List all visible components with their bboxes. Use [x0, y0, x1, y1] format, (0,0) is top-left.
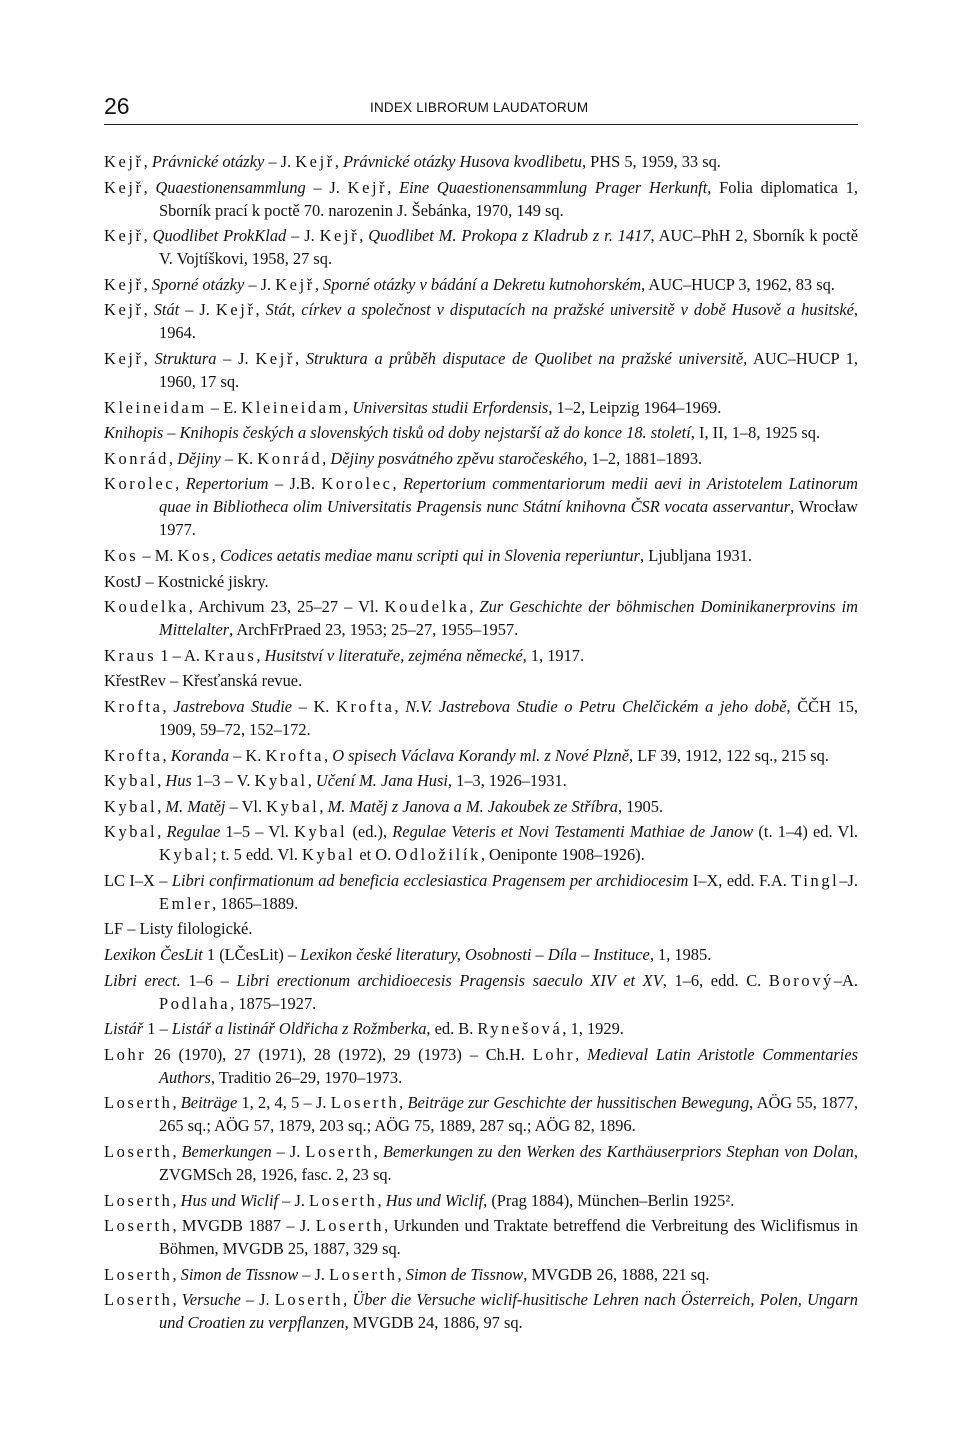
entry-title-italic: Hus und Wiclif	[385, 1190, 484, 1210]
author-name: Krofta	[104, 745, 163, 765]
entry-text: – J.	[305, 177, 348, 197]
entry-title-italic: Knihopis	[104, 423, 164, 443]
entry-text: , ed. B.	[426, 1019, 478, 1039]
entry-title-italic: Libri erectionum archidioecesis Pragensis saeculo XIV et XV	[236, 970, 663, 990]
entry-text: ,	[162, 745, 171, 765]
entry-title-italic: Libri erect.	[104, 970, 181, 990]
entry-text: ,	[373, 1142, 383, 1162]
page-number: 26	[104, 93, 130, 119]
author-name: Kejř	[295, 152, 335, 171]
entry-text: ,	[314, 274, 324, 294]
entry-text: ,	[387, 177, 400, 197]
entry-text: LC I–X –	[104, 870, 172, 890]
entry-text: 26 (1970), 27 (1971), 28 (1972), 29 (1973) – Ch.H.	[146, 1044, 533, 1064]
entry-title-italic: Sporné otázky	[151, 274, 245, 294]
entry-title-italic: Quodlibet ProkKlad	[152, 226, 287, 246]
entry-text: , Oeniponte 1908–1926).	[480, 845, 645, 865]
author-name: Kleineidam	[104, 397, 207, 417]
entry-text: ,	[143, 274, 152, 294]
entry-text: ; t. 5 edd. Vl.	[212, 845, 303, 865]
entry-text: ,	[344, 397, 353, 417]
entry-title-italic: Zur Geschichte der böhmischen Dominikanerprovins im Mittelalter	[159, 597, 858, 640]
bibliography-entry	[104, 1288, 858, 1334]
author-name: Loserth	[330, 1093, 400, 1113]
entry-title-italic: Právnické otázky	[151, 152, 265, 171]
entry-text: , Urkunden und Traktate betreffend die Verbreitung des Wiclifismus in Böhmen, MVGDB 25, 1887, 329 sq.	[159, 1216, 858, 1259]
entry-title-italic: Bemerkungen	[181, 1142, 272, 1162]
entry-title-italic: Stát	[153, 300, 180, 320]
entry-title-italic: Husitství v literatuře, zejména německé	[264, 645, 523, 665]
entry-text: , Ljubljana 1931.	[640, 545, 752, 565]
author-name: Loserth	[104, 1093, 173, 1113]
author-name: Tingl	[791, 870, 840, 890]
author-name: Koudelka	[104, 597, 189, 617]
entry-text: ,	[168, 448, 178, 468]
entry-title-italic: Repertorium commentariorum medii aevi in Aristotelem Latinorum quae in Bibliotheca olim Universitatis Pragensis nunc Státní knihovna ČSR vocata asservantur	[159, 474, 858, 517]
entry-text: , 1, 1929.	[562, 1019, 624, 1039]
entry-text: , 1865–1889.	[212, 893, 299, 913]
entry-text: , 1875–1927.	[230, 993, 317, 1013]
entry-text: , (Prag 1884), München–Berlin 1925².	[483, 1190, 735, 1210]
author-name: Loserth	[329, 1264, 398, 1284]
author-name: Kejř	[347, 177, 388, 197]
entry-text: – K.	[229, 745, 266, 765]
author-name: Kejř	[104, 300, 144, 320]
author-name: Kejř	[104, 274, 144, 294]
entry-text: , 1–2, Leipzig 1964–1969.	[548, 397, 722, 417]
entry-text: ,	[211, 545, 220, 565]
entry-text: (ed.),	[347, 822, 393, 842]
header-rule	[104, 124, 858, 125]
entry-text: , 1–3, 1926–1931.	[447, 771, 567, 791]
entry-text: ,	[397, 1264, 406, 1284]
author-name: Loserth	[315, 1216, 385, 1236]
author-name: Kejř	[255, 348, 295, 368]
entry-text: , MVGDB 26, 1888, 221 sq.	[523, 1264, 710, 1284]
entry-text: ,	[394, 696, 406, 716]
entry-title-italic: Quodlibet M. Prokopa z Kladrub z r. 1417	[368, 226, 651, 246]
entry-text: – J.	[278, 1190, 310, 1210]
entry-text: 1, 2, 4, 5 – J.	[237, 1093, 331, 1113]
entry-text: – J.	[298, 1264, 330, 1284]
entry-title-italic: Quaestionensammlung	[155, 177, 306, 197]
entry-text: – E.	[206, 397, 242, 417]
bibliography-entry	[104, 943, 858, 966]
entry-text: et O.	[355, 845, 396, 865]
entry-title-italic: Eine Quaestionensammlung Prager Herkunft	[399, 177, 708, 197]
entry-text: , Traditio 26–29, 1970–1973.	[210, 1067, 403, 1087]
entry-text: , Archivum 23, 25–27 – Vl.	[188, 597, 385, 617]
entry-text: LF – Listy filologické.	[104, 919, 253, 939]
entry-title-italic: Libri confirmationum ad beneficia ecclesiastica Pragensem per archidiocesim	[171, 870, 689, 890]
entry-text: ,	[319, 796, 328, 816]
author-name: Loserth	[104, 1264, 173, 1284]
entry-title-italic: Universitas studii Erfordensis	[352, 397, 549, 417]
author-name: Kybal	[266, 796, 320, 816]
entry-title-italic: Listář	[104, 1019, 144, 1039]
entry-text: ,	[343, 1290, 353, 1310]
entry-title-italic: Struktura a průběh disputace de Quolibet na pražské universitě	[305, 348, 744, 368]
entry-title-italic: Über die Versuche wiclif-husitische Lehren nach Österreich, Polen, Ungarn und Croatien zu verpflanzen	[159, 1290, 858, 1333]
entry-text: , 1964.	[159, 300, 858, 343]
entry-text: ,	[157, 771, 166, 791]
author-name: Kleineidam	[241, 397, 345, 417]
entry-title-italic: Simon de Tissnow	[405, 1264, 524, 1284]
bibliography-entry	[104, 472, 858, 541]
entry-title-italic: Struktura	[154, 348, 217, 368]
bibliography-entry	[104, 744, 858, 767]
bibliography-entry	[104, 1091, 858, 1137]
author-name: Kybal	[159, 845, 213, 865]
entry-text: , AUC–HUCP 3, 1962, 83 sq.	[641, 274, 835, 294]
entry-text: , I, II, 1–8, 1925 sq.	[690, 423, 821, 443]
entry-text: –A.	[833, 970, 858, 990]
entry-text: ,	[162, 696, 174, 716]
entry-text: 1 –	[143, 1019, 172, 1039]
author-name: Konrád	[257, 448, 323, 468]
entry-text: , Wrocław 1977.	[159, 497, 859, 540]
author-name: Loserth	[104, 1190, 173, 1210]
entry-text: ,	[469, 597, 480, 617]
entry-text: – J.	[286, 226, 320, 246]
entry-title-italic: Právnické otázky Husova kvodlibetu	[343, 152, 582, 171]
entry-title-italic: Stát, církev a společnost v disputacích na pražské universitě v době Husově a husitské	[265, 300, 854, 320]
author-name: Rynešová	[477, 1019, 563, 1039]
bibliography-entry	[104, 544, 858, 567]
entry-title-italic: Codices aetatis mediae manu scripti qui in Slovenia reperiuntur	[219, 545, 641, 565]
entry-text: 1–5 – Vl.	[220, 822, 295, 842]
author-name: Krofta	[335, 696, 395, 716]
entry-title-italic: Hus	[165, 771, 192, 791]
author-name: Kraus	[204, 645, 257, 665]
author-name: Kybal	[294, 822, 348, 842]
author-name: Kejř	[319, 226, 360, 246]
entry-text: , ZVGMSch 28, 1926, fasc. 2, 23 sq.	[159, 1142, 858, 1185]
bibliography-entry	[104, 695, 858, 741]
entry-text: ,	[172, 1093, 181, 1113]
entry-text: – Vl.	[225, 796, 267, 816]
author-name: Krofta	[104, 696, 163, 716]
author-name: Loserth	[309, 1190, 378, 1210]
entry-title-italic: Versuche	[181, 1290, 241, 1310]
entry-text: ,	[175, 474, 186, 494]
entry-text: – J.	[216, 348, 256, 368]
entry-text: – K.	[292, 696, 336, 716]
author-name: Emler	[159, 893, 213, 913]
author-name: Lohr	[104, 1044, 147, 1064]
bibliography-entry	[104, 1140, 858, 1186]
entry-text: ,	[256, 645, 265, 665]
entry-text: ,	[143, 348, 155, 368]
entry-text: ,	[399, 1093, 408, 1113]
entry-text: , ČČH 15, 1909, 59–72, 152–172.	[159, 696, 858, 739]
entry-title-italic: Repertorium	[185, 474, 269, 494]
entry-text: ,	[294, 348, 306, 368]
bibliography-entry	[104, 447, 858, 470]
bibliography-entry	[104, 917, 858, 940]
author-name: Kejř	[104, 152, 144, 171]
author-name: Konrád	[104, 448, 169, 468]
entry-text: , Folia diplomatica 1, Sborník prací k poctě 70. narozenin J. Šebánka, 1970, 149 sq.	[159, 177, 858, 220]
entry-title-italic: Beiträge	[180, 1093, 238, 1113]
entry-text: 1–6 –	[180, 970, 237, 990]
author-name: Loserth	[305, 1142, 374, 1162]
bibliography-entry	[104, 298, 858, 344]
entry-title-italic: Bemerkungen zu den Werken des Karthäuserpriors Stephan von Dolan	[382, 1142, 854, 1162]
entry-text: – J.B.	[268, 474, 322, 494]
bibliography-entry	[104, 769, 858, 792]
entry-text: ,	[157, 796, 166, 816]
author-name: Podlaha	[159, 993, 231, 1013]
entry-title-italic: Koranda	[170, 745, 230, 765]
entry-text: ,	[307, 771, 316, 791]
entry-text: 1 – A.	[156, 645, 205, 665]
author-name: Kybal	[104, 771, 158, 791]
bibliography-entry	[104, 396, 858, 419]
entry-text: ,	[143, 177, 156, 197]
entry-text: 1–3 – V.	[191, 771, 255, 791]
bibliography-entry	[104, 669, 858, 692]
entry-title-italic: Jastrebova Studie	[173, 696, 293, 716]
entry-title-italic: Regulae	[166, 822, 221, 842]
entry-text: – J.	[264, 152, 296, 171]
entry-text: , 1–6, edd. C.	[662, 970, 769, 990]
running-title: INDEX LIBRORUM LAUDATORUM	[370, 100, 589, 115]
author-name: Kraus	[104, 645, 157, 665]
author-name: Borový	[768, 970, 834, 990]
entry-title-italic: Simon de Tissnow	[180, 1264, 299, 1284]
bibliography-entry	[104, 1263, 858, 1286]
author-name: Loserth	[104, 1290, 173, 1310]
author-name: Kybal	[254, 771, 308, 791]
entry-title-italic: Lexikon ČesLit	[104, 945, 203, 965]
author-name: Korolec	[104, 474, 176, 494]
entry-title-italic: Lexikon české literatury, Osobnosti – Díla – Instituce	[300, 945, 650, 965]
entry-title-italic: Hus und Wiclif	[180, 1190, 279, 1210]
bibliography-entry	[104, 570, 858, 593]
bibliography-entry	[104, 224, 858, 270]
entry-text: ,	[143, 226, 153, 246]
author-name: Loserth	[104, 1216, 173, 1236]
author-name: Krofta	[265, 745, 324, 765]
entry-text: , LF 39, 1912, 122 sq., 215 sq.	[629, 745, 829, 765]
entry-text: ,	[359, 226, 369, 246]
entry-text: KostJ – Kostnické jiskry.	[104, 571, 269, 591]
bibliography-entry	[104, 1189, 858, 1212]
author-name: Korolec	[321, 474, 393, 494]
entry-title-italic: Dějiny	[177, 448, 221, 468]
entry-text: , 1, 1917.	[522, 645, 585, 665]
entry-text: – J.	[240, 1290, 275, 1310]
bibliography-entry	[104, 869, 858, 915]
author-name: Lohr	[532, 1044, 576, 1064]
entry-text: , AÖG 55, 1877, 265 sq.; AÖG 57, 1879, 203 sq.; AÖG 75, 1889, 287 sq.; AÖG 82, 1896.	[159, 1093, 858, 1136]
entry-text: ,	[172, 1190, 181, 1210]
author-name: Kejř	[104, 348, 144, 368]
entry-text: 1 (LČesLit) –	[202, 945, 301, 965]
entry-text: ,	[172, 1142, 182, 1162]
entry-text: I–X, edd. F.A.	[688, 870, 792, 890]
author-name: Kejř	[215, 300, 256, 320]
bibliography-entry	[104, 1214, 858, 1260]
bibliography-entry	[104, 820, 858, 866]
entry-title-italic: O spisech Václava Korandy ml. z Nové Plzně	[332, 745, 630, 765]
entry-text: – J.	[244, 274, 276, 294]
author-name: Kybal	[302, 845, 356, 865]
entry-text: , PHS 5, 1959, 33 sq.	[581, 152, 721, 171]
bibliography-entry	[104, 595, 858, 641]
entry-text: – K.	[220, 448, 258, 468]
author-name: Kejř	[275, 274, 315, 294]
entry-text: , AUC–HUCP 1, 1960, 17 sq.	[159, 348, 858, 391]
author-name: Loserth	[274, 1290, 344, 1310]
entry-text: –	[163, 423, 180, 443]
entry-text: –J.	[839, 870, 858, 890]
entry-text: ,	[334, 152, 344, 171]
entry-title-italic: Listář a listinář Oldřicha z Rožmberka	[171, 1019, 427, 1039]
entry-text: , 1, 1985.	[649, 945, 712, 965]
entry-text: , AUC–PhH 2, Sborník k poctě V. Vojtíškovi, 1958, 27 sq.	[159, 226, 858, 269]
entry-text: ,	[143, 300, 154, 320]
author-name: Kos	[177, 545, 212, 565]
bibliography-entry	[104, 969, 858, 1015]
entry-text: ,	[322, 448, 331, 468]
entry-title-italic: Medieval Latin Aristotle Commentaries Authors	[159, 1044, 858, 1087]
entry-text: – J.	[271, 1142, 306, 1162]
entry-title-italic: Knihopis českých a slovenských tisků od doby nejstarší až do konce 18. století	[179, 423, 691, 443]
bibliography-entry	[104, 347, 858, 393]
bibliography-list	[104, 150, 858, 1337]
bibliography-entry	[104, 150, 858, 173]
entry-text: ,	[575, 1044, 588, 1064]
entry-text: – J.	[179, 300, 216, 320]
bibliography-entry	[104, 644, 858, 667]
entry-text: ,	[172, 1290, 182, 1310]
entry-title-italic: Učení M. Jana Husi	[315, 771, 448, 791]
entry-text: ,	[324, 745, 333, 765]
bibliography-entry	[104, 1017, 858, 1040]
entry-text: , MVGDB 24, 1886, 97 sq.	[344, 1313, 523, 1333]
entry-text: ,	[392, 474, 404, 494]
bibliography-entry	[104, 273, 858, 296]
entry-text: , 1–2, 1881–1893.	[583, 448, 703, 468]
entry-text: KřestRev – Křesťanská revue.	[104, 671, 303, 691]
bibliography-entry	[104, 795, 858, 818]
author-name: Kybal	[104, 796, 158, 816]
author-name: Kejř	[104, 177, 144, 197]
author-name: Odložilík	[395, 845, 481, 865]
entry-text: ,	[255, 300, 266, 320]
entry-title-italic: N.V. Jastrebova Studie o Petru Chelčickém a jeho době	[405, 696, 787, 716]
author-name: Loserth	[104, 1142, 173, 1162]
entry-title-italic: Beiträge zur Geschichte der hussitischen Bewegung	[407, 1093, 750, 1113]
entry-title-italic: M. Matěj	[165, 796, 226, 816]
entry-title-italic: Regulae Veteris et Novi Testamenti Mathiae de Janow	[392, 822, 754, 842]
entry-text: ,	[157, 822, 167, 842]
author-name: Kos	[104, 545, 139, 565]
entry-text: , ArchFrPraed 23, 1953; 25–27, 1955–1957.	[229, 620, 519, 640]
bibliography-entry	[104, 176, 858, 222]
entry-text: (t. 1–4) ed. Vl.	[753, 822, 859, 842]
author-name: Kejř	[104, 226, 144, 246]
author-name: Koudelka	[384, 597, 470, 617]
entry-text: ,	[172, 1264, 181, 1284]
entry-text: – M.	[138, 545, 178, 565]
entry-title-italic: M. Matěj z Janova a M. Jakoubek ze Stříbra	[327, 796, 618, 816]
author-name: Kybal	[104, 822, 158, 842]
entry-text: , 1905.	[617, 796, 664, 816]
entry-text: ,	[143, 152, 152, 171]
entry-title-italic: Sporné otázky v bádání a Dekretu kutnohorském	[323, 274, 642, 294]
entry-text: , MVGDB 1887 – J.	[172, 1216, 316, 1236]
bibliography-entry	[104, 421, 858, 444]
entry-title-italic: Dějiny posvátného zpěvu staročeského	[330, 448, 584, 468]
entry-text: ,	[377, 1190, 386, 1210]
bibliography-entry	[104, 1043, 858, 1089]
